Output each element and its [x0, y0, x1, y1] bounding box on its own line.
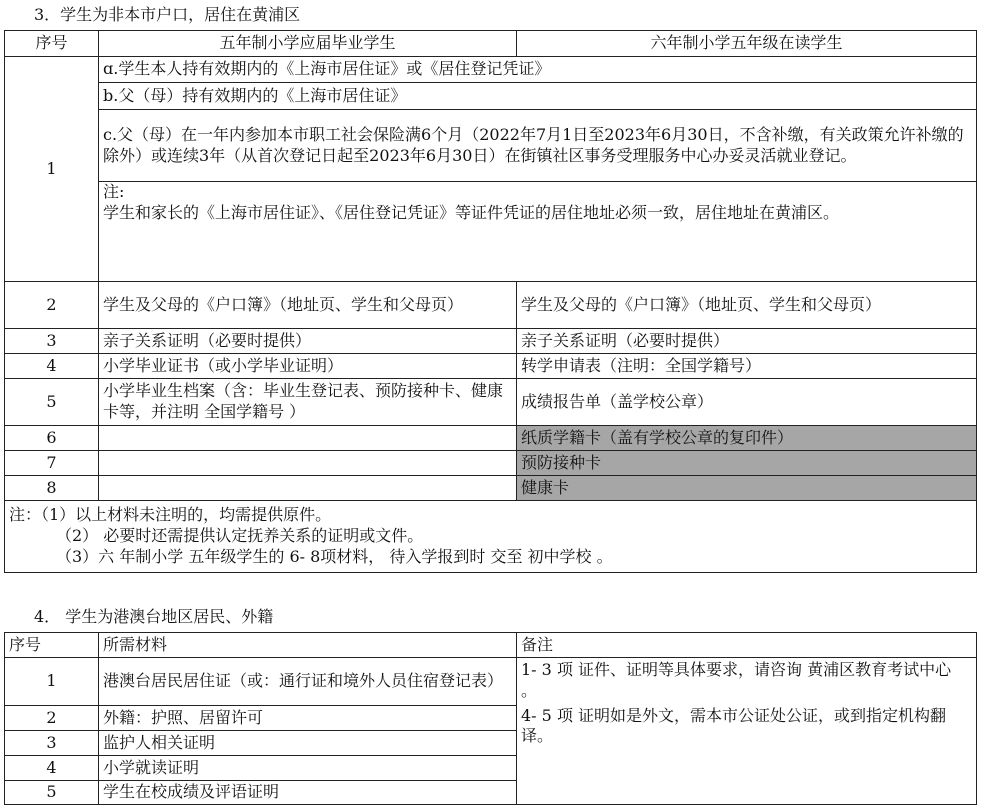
five-year-cell: 小学毕业生档案（含：毕业生登记表、预防接种卡、健康卡等，并注明 全国学籍号 ） [99, 379, 517, 426]
table-row [5, 476, 977, 501]
five-year-cell: 亲子关系证明（必要时提供） [99, 329, 517, 354]
five-year-cell [99, 476, 517, 501]
table-row [5, 329, 977, 354]
row1-item-a: ɑ.学生本人持有效期内的《上海市居住证》或《居住登记凭证》 [99, 57, 977, 83]
table-row [5, 658, 977, 706]
five-year-cell: 小学毕业证书（或小学毕业证明） [99, 354, 517, 379]
header-material: 所需材料 [99, 633, 517, 658]
header-seq: 序号 [5, 633, 99, 658]
table-row [5, 282, 977, 329]
row-number: 3 [5, 731, 99, 756]
remark-cell [517, 658, 977, 805]
table-row [5, 182, 977, 282]
table-row [5, 426, 977, 451]
six-year-cell: 预防接种卡 [517, 451, 977, 476]
section4-table [4, 632, 977, 805]
header-seq: 序号 [5, 31, 99, 57]
row-number: 4 [5, 756, 99, 781]
table-header-row [5, 633, 977, 658]
six-year-cell: 纸质学籍卡（盖有学校公章的复印件） [517, 426, 977, 451]
row-number: 8 [5, 476, 99, 501]
row-number: 4 [5, 354, 99, 379]
remark-line-1: 1- 3 项 证件、证明等具体要求，请咨询 黄浦区教育考试中心 。 [521, 660, 952, 700]
material-cell: 学生在校成绩及评语证明 [99, 781, 517, 805]
header-five-year: 五年制小学应届毕业学生 [99, 31, 517, 57]
section4-title: 4． 学生为港澳台地区居民、外籍 [34, 607, 274, 626]
section3-table [4, 30, 977, 573]
row-number: 5 [5, 781, 99, 805]
row1-item-b: b.父（母）持有效期内的《上海市居住证》 [99, 83, 977, 110]
material-cell: 小学就读证明 [99, 756, 517, 781]
table-row [5, 57, 977, 83]
row1-number: 1 [5, 57, 99, 282]
table-row [5, 379, 977, 426]
table-header-row [5, 31, 977, 57]
five-year-cell [99, 426, 517, 451]
row1-note-label: 注: [103, 182, 125, 201]
six-year-cell: 成绩报告单（盖学校公章） [517, 379, 977, 426]
material-cell: 港澳台居民居住证（或：通行证和境外人员住宿登记表） [99, 658, 517, 706]
notes-row [5, 501, 977, 573]
table-row [5, 354, 977, 379]
five-year-cell [99, 451, 517, 476]
row-number: 3 [5, 329, 99, 354]
six-year-cell: 学生及父母的《户口簿》（地址页、学生和父母页） [517, 282, 977, 329]
six-year-cell: 亲子关系证明（必要时提供） [517, 329, 977, 354]
row1-note-text: 学生和家长的《上海市居住证》、《居住登记凭证》等证件凭证的居住地址必须一致，居住地址在黄浦区。 [103, 202, 840, 222]
material-cell: 监护人相关证明 [99, 731, 517, 756]
five-year-cell: 学生及父母的《户口簿》（地址页、学生和父母页） [99, 282, 517, 329]
row-number: 2 [5, 706, 99, 731]
row-number: 1 [5, 658, 99, 706]
note-line-2: （2） 必要时还需提供认定抚养关系的证明或文件。 [56, 526, 424, 546]
row1-note [99, 182, 977, 282]
remark-line-2: 4- 5 项 证明如是外文，需本市公证处公证，或到指定机构翻译。 [521, 705, 947, 746]
note-line-3: （3）六 年制小学 五年级学生的 6- 8项材料， 待入学报到时 交至 初中学校 。 [56, 546, 613, 566]
header-six-year: 六年制小学五年级在读学生 [517, 31, 977, 57]
material-cell: 外籍：护照、居留许可 [99, 706, 517, 731]
six-year-cell: 转学申请表（注明：全国学籍号） [517, 354, 977, 379]
note-line-1: 注：（1）以上材料未注明的，均需提供原件。 [9, 505, 332, 525]
row-number: 7 [5, 451, 99, 476]
row1-item-c: c.父（母）在一年内参加本市职工社会保险满6个月（2022年7月1日至2023年6月30日，不含补缴，有关政策允许补缴的除外）或连续3年（从首次登记日起至2023年6月30日）在街镇社区事务受理服务中心办妥灵活就业登记。 [99, 110, 977, 182]
row-number: 5 [5, 379, 99, 426]
section3-title: 3．学生为非本市户口，居住在黄浦区 [34, 5, 301, 24]
header-remark: 备注 [517, 633, 977, 658]
section3-notes [5, 501, 977, 573]
table-row [5, 83, 977, 110]
table-row [5, 451, 977, 476]
row-number: 2 [5, 282, 99, 329]
row-number: 6 [5, 426, 99, 451]
six-year-cell: 健康卡 [517, 476, 977, 501]
table-row [5, 110, 977, 182]
